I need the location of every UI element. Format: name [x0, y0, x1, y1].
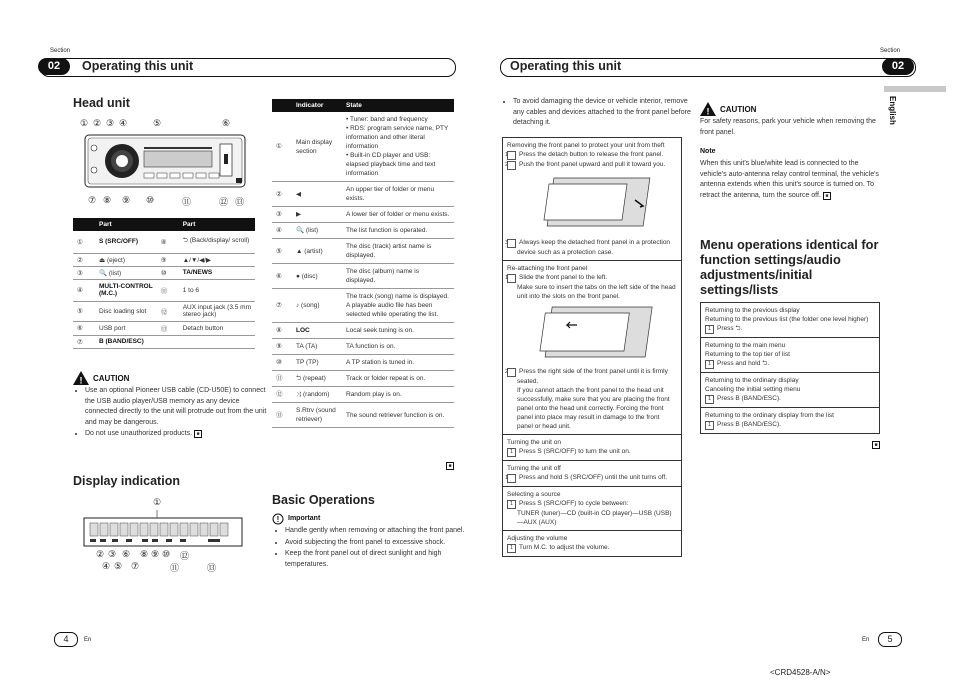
callout: ②	[93, 118, 102, 128]
list-item: • To avoid damaging the device or vehicle interior, remove any cables and devices attached to the front panel before detaching it.	[513, 97, 693, 129]
section-title: Adjusting the volume	[507, 535, 568, 542]
cell: ⑨	[272, 339, 292, 355]
step-row	[504, 367, 677, 386]
cell: The sound retriever function is on.	[342, 403, 454, 428]
table-row	[73, 231, 255, 253]
cell: The track (song) name is displayed. A playable audio file has been selected while operating the list.	[342, 289, 454, 323]
table-row	[272, 323, 454, 339]
cell: ⑫	[157, 301, 179, 321]
left-lang: En	[84, 637, 92, 643]
section-subtitle: Returning to the previous list (the folder one level higher)	[705, 316, 869, 323]
step-row	[504, 473, 677, 483]
menu-op-section	[701, 408, 879, 433]
step-text: Press S (SRC/OFF) to turn the unit on.	[519, 448, 631, 455]
cell: Main display section	[292, 112, 342, 182]
section-subtitle: Returning to the top tier of list	[705, 351, 790, 358]
cell: ⤨ (random)	[292, 387, 342, 403]
cell: ③	[73, 266, 95, 279]
cell: ⑦	[73, 335, 95, 348]
section-title: Returning to the ordinary display from the list	[705, 412, 834, 419]
step-text: Press B (BAND/ESC).	[717, 421, 781, 428]
callout: ⑤	[114, 561, 123, 571]
callout: ⑩	[162, 549, 171, 559]
step-row	[507, 543, 677, 553]
parts-table-header	[73, 218, 255, 231]
step-number: 1	[507, 151, 516, 160]
cell: ⑬	[157, 321, 179, 335]
note-text	[700, 159, 880, 201]
step-text: Press the detach button to release the front panel.	[519, 151, 664, 158]
col-header: Indicator	[292, 99, 342, 112]
cell: TP (TP)	[292, 355, 342, 371]
section-title: Returning to the ordinary display	[705, 377, 799, 384]
step-detail: Make sure to insert the tabs on the left side of the head unit into the slots on the front panel.	[517, 284, 676, 300]
step-row	[504, 238, 677, 257]
source-list: TUNER (tuner)—CD (built-in CD player)—USB (USB)—AUX (AUX)	[517, 510, 672, 526]
cell: The disc (album) name is displayed.	[342, 264, 454, 289]
cell: ⮌ (Back/display/ scroll)	[179, 231, 255, 253]
table-row	[272, 387, 454, 403]
step-text: Press B (BAND/ESC).	[717, 395, 781, 402]
svg-text:!: !	[276, 515, 280, 524]
callout: ⑧	[103, 195, 112, 205]
callout: ⑫	[219, 197, 229, 207]
svg-text:!: !	[706, 106, 710, 116]
cell: ⑫	[272, 387, 292, 403]
list-item	[85, 429, 267, 440]
cell: ⏏ (eject)	[95, 253, 157, 266]
section-title: Turning the unit off	[507, 465, 561, 472]
step-row	[705, 324, 875, 334]
cell: ▶	[292, 207, 342, 223]
step-row	[504, 160, 677, 170]
callout: ③	[108, 549, 117, 559]
cell	[157, 335, 179, 348]
callout: ⑬	[235, 197, 245, 207]
callout: ②	[96, 549, 105, 559]
cell: ⑦	[272, 289, 292, 323]
right-page-number: 5	[878, 632, 902, 647]
table-row	[272, 355, 454, 371]
callout: ③	[106, 118, 115, 128]
step-row	[705, 359, 875, 369]
cell: USB port	[95, 321, 157, 335]
step-row	[705, 420, 875, 430]
list-item: • Keep the front panel out of direct sunlight and high temperatures.	[285, 549, 467, 570]
cell: ⑧	[157, 231, 179, 253]
remove-section	[503, 138, 681, 261]
cell: TA function is on.	[342, 339, 454, 355]
menu-op-section	[701, 338, 879, 373]
select-source-section	[503, 487, 681, 531]
left-header-title: Operating this unit	[82, 59, 194, 73]
list-item: • Avoid subjecting the front panel to excessive shock.	[285, 538, 467, 549]
cell: ⑪	[157, 279, 179, 301]
list-item: • Use an optional Pioneer USB cable (CD-U50E) to connect the USB audio player/USB memory as any device connected directly to the unit will protrude out from the unit and may be dangerous.	[85, 386, 267, 428]
cell: Detach button	[179, 321, 255, 335]
step-number: 2	[507, 161, 516, 170]
callout: ④	[102, 561, 111, 571]
cell: S (SRC/OFF)	[95, 231, 157, 253]
callout: ④	[119, 118, 128, 128]
svg-text:!: !	[79, 375, 83, 385]
section-title: Turning the unit on	[507, 439, 561, 446]
callout: ⑫	[180, 551, 190, 561]
cell: TA (TA)	[292, 339, 342, 355]
callout: ⑨	[151, 549, 160, 559]
right-header-title: Operating this unit	[510, 59, 622, 73]
callout: ⑦	[131, 561, 140, 571]
step-detail: If you cannot attach the front panel to the head unit successfully, make sure that you are placing the front panel onto the head unit correctly. Forcing the front panel into place may result in damage to the front panel or head unit.	[517, 387, 670, 430]
col-header: Part	[179, 218, 255, 231]
menu-end-mark-icon: ■	[872, 441, 880, 449]
col-header: Part	[95, 218, 157, 231]
note-title: Note	[700, 148, 716, 155]
step-number: 1	[507, 474, 516, 483]
callout: ⑪	[182, 197, 192, 207]
procedure-box	[502, 137, 682, 557]
cell: ◀	[292, 182, 342, 207]
head-unit-title: Head unit	[73, 96, 130, 110]
cell: ⑩	[272, 355, 292, 371]
section-title: Returning to the main menu	[705, 342, 786, 349]
cell: ⮌ (repeat)	[292, 371, 342, 387]
cell: 🔍 (list)	[292, 223, 342, 239]
cell: S.Rtrv (sound retriever)	[292, 403, 342, 428]
step-text: Press ⮌.	[717, 325, 743, 332]
cell: ⑧	[272, 323, 292, 339]
document-code: <CRD4528-A/N>	[770, 668, 831, 677]
cell: ⑤	[272, 239, 292, 264]
display-indication-title: Display indication	[73, 474, 180, 488]
cell: ④	[73, 279, 95, 301]
display-illustration	[82, 510, 244, 550]
step-text: Turn M.C. to adjust the volume.	[519, 544, 610, 551]
reattach-section	[503, 261, 681, 435]
callout: ⑪	[170, 563, 180, 573]
right-lang: En	[862, 637, 870, 643]
step-number: 1	[507, 274, 516, 283]
list-item: • Handle gently when removing or attaching the front panel.	[285, 526, 467, 537]
basic-operations-title: Basic Operations	[272, 493, 375, 507]
cell: ⑩	[157, 266, 179, 279]
table-row	[73, 321, 255, 335]
table-row	[73, 301, 255, 321]
menu-operations-title: Menu operations identical for function settings/audio adjustments/initial settings/lists	[700, 237, 879, 297]
cell	[179, 335, 255, 348]
left-page-number: 4	[54, 632, 78, 647]
section-title: Returning to the previous display	[705, 307, 800, 314]
volume-section	[503, 531, 681, 556]
detach-illustration	[507, 170, 677, 238]
callout: ⑩	[146, 195, 155, 205]
caution-list	[73, 386, 267, 441]
left-section-label: Section	[50, 48, 71, 54]
caution-icon	[700, 102, 716, 116]
cell: ①	[272, 112, 292, 182]
step-row	[507, 447, 677, 457]
step-number: 1	[705, 421, 714, 430]
callout: ⑨	[122, 195, 131, 205]
menu-op-section	[701, 373, 879, 408]
cell: An upper tier of folder or menu exists.	[342, 182, 454, 207]
callout: ⑥	[122, 549, 131, 559]
important-list	[273, 526, 467, 571]
cell: Random play is on.	[342, 387, 454, 403]
caution-icon	[73, 371, 89, 385]
step-text: Press and hold ⮌.	[717, 360, 770, 367]
table-row	[272, 223, 454, 239]
step-row	[507, 499, 677, 509]
table-row	[272, 371, 454, 387]
cell: TA/NEWS	[179, 266, 255, 279]
step-number: 1	[705, 395, 714, 404]
cell: ⑥	[272, 264, 292, 289]
section-subtitle: Canceling the initial setting menu	[705, 386, 801, 393]
cell: ⑬	[272, 403, 292, 428]
table-row	[73, 335, 255, 348]
table-row	[272, 182, 454, 207]
section-title: Re-attaching the front panel	[507, 265, 588, 272]
table-row	[272, 339, 454, 355]
callout: ⑦	[88, 195, 97, 205]
step-row	[504, 150, 677, 160]
cell: ②	[73, 253, 95, 266]
step-number: 3	[507, 239, 516, 248]
callout: ①	[80, 118, 89, 128]
cell: ● (disc)	[292, 264, 342, 289]
col-header: State	[342, 99, 454, 112]
note-body: When this unit's blue/white lead is connected to the vehicle's auto-antenna relay control terminal, the vehicle's antenna extends when this unit's source is turned on. To retract the antenna, turn the source off.	[700, 160, 879, 199]
section-title: Selecting a source	[507, 491, 561, 498]
indicator-table-header	[272, 99, 454, 112]
step-number: 2	[507, 368, 516, 377]
step-text: Press and hold S (SRC/OFF) until the unit turns off.	[519, 474, 667, 481]
cell: B (BAND/ESC)	[95, 335, 157, 348]
table-row	[272, 207, 454, 223]
step-number: 1	[705, 360, 714, 369]
side-tab-bar	[884, 86, 946, 92]
caution-title: CAUTION	[93, 374, 130, 383]
reattach-illustration	[507, 301, 677, 367]
cell: Local seek tuning is on.	[342, 323, 454, 339]
cell: Track or folder repeat is on.	[342, 371, 454, 387]
cell: The disc (track) artist name is displayed.	[342, 239, 454, 264]
cell: ▲ (artist)	[292, 239, 342, 264]
step-number: 1	[507, 448, 516, 457]
cell: ①	[73, 231, 95, 253]
cell: ⑥	[73, 321, 95, 335]
display-callout-1: ①	[153, 497, 162, 507]
cell: 1 to 6	[179, 279, 255, 301]
step-text: Press S (SRC/OFF) to cycle between:	[519, 500, 629, 507]
table-row	[272, 289, 454, 323]
step-text: Push the front panel upward and pull it toward you.	[519, 161, 666, 168]
table-row	[73, 279, 255, 301]
left-section-number: 02	[38, 58, 70, 75]
menu-ops-box	[700, 302, 880, 434]
table-row	[272, 112, 454, 182]
callout: ⑬	[207, 563, 217, 573]
step-text: Press the right side of the front panel until it is firmly seated.	[517, 368, 668, 385]
intro-list	[501, 97, 693, 130]
cell: ②	[272, 182, 292, 207]
table-row	[272, 403, 454, 428]
turn-on-section	[503, 435, 681, 461]
important-icon	[272, 513, 284, 525]
caution-title-right: CAUTION	[720, 105, 757, 114]
step-number: 1	[507, 500, 516, 509]
parts-table	[73, 218, 255, 349]
menu-op-section	[701, 303, 879, 338]
cell: ♪ (song)	[292, 289, 342, 323]
cell: ▲/▼/◀/▶	[179, 253, 255, 266]
step-text: Slide the front panel to the left.	[519, 274, 608, 281]
side-tab-language: English	[888, 96, 897, 125]
end-mark-icon: ■	[823, 192, 831, 200]
cell: AUX input jack (3.5 mm stereo jack)	[179, 301, 255, 321]
step-number: 1	[705, 325, 714, 334]
section-title: Removing the front panel to protect your unit from theft	[507, 142, 665, 149]
cell: ④	[272, 223, 292, 239]
cell: ③	[272, 207, 292, 223]
caution-item-text: Do not use unauthorized products.	[85, 430, 193, 437]
step-number: 1	[507, 544, 516, 553]
table-end-mark-icon: ■	[446, 462, 454, 470]
step-row	[705, 394, 875, 404]
cell: ⑨	[157, 253, 179, 266]
callout: ⑤	[153, 118, 162, 128]
turn-off-section	[503, 461, 681, 487]
table-row	[272, 264, 454, 289]
step-text: Always keep the detached front panel in a protection device such as a protection case.	[517, 239, 671, 256]
step-row	[504, 273, 677, 283]
table-row	[272, 239, 454, 264]
cell: LOC	[292, 323, 342, 339]
indicator-table	[272, 99, 454, 428]
cell: Disc loading slot	[95, 301, 157, 321]
cell: The list function is operated.	[342, 223, 454, 239]
right-section-label: Section	[880, 48, 901, 54]
table-row	[73, 266, 255, 279]
cell: A TP station is tuned in.	[342, 355, 454, 371]
right-section-number: 02	[882, 58, 914, 75]
table-row	[73, 253, 255, 266]
cell: • Tuner: band and frequency • RDS: program service name, PTY information and other literal information • Built-in CD player and USB: elapsed playback time and text information	[342, 112, 454, 182]
end-mark-icon: ■	[194, 430, 202, 438]
callout: ⑧	[140, 549, 149, 559]
caution-text-right: For safety reasons, park your vehicle when removing the front panel.	[700, 118, 876, 136]
cell: ⑪	[272, 371, 292, 387]
cell: 🔍 (list)	[95, 266, 157, 279]
important-label: Important	[288, 515, 321, 522]
cell: ⑤	[73, 301, 95, 321]
cell: A lower tier of folder or menu exists.	[342, 207, 454, 223]
cell: MULTI-CONTROL (M.C.)	[95, 279, 157, 301]
callout: ⑥	[222, 118, 231, 128]
